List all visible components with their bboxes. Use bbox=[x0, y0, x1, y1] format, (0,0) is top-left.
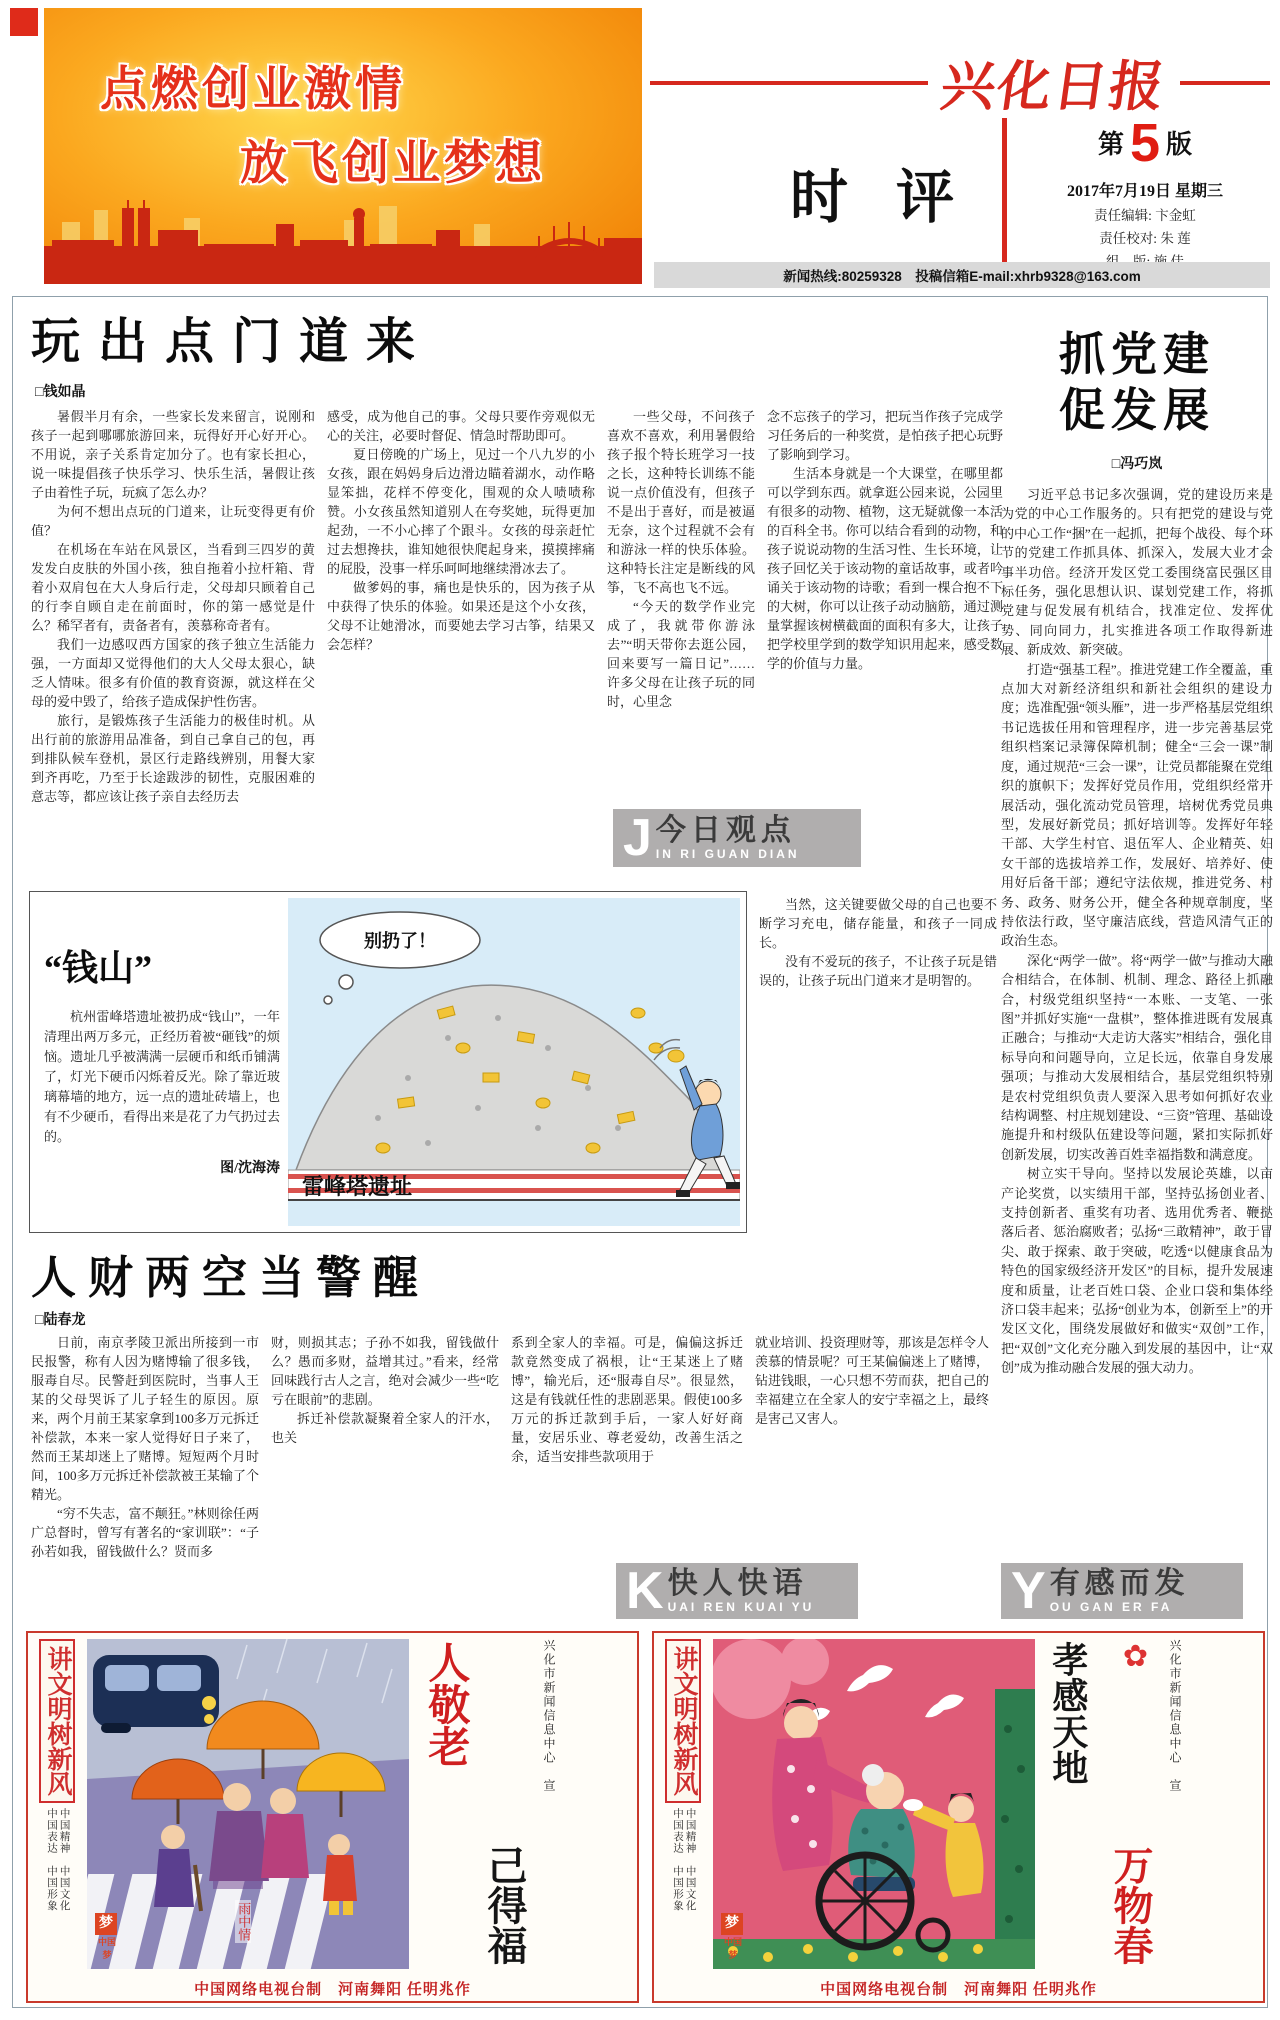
article3-author: □冯巧岚 bbox=[1111, 457, 1163, 472]
china-dream-seal bbox=[95, 1913, 119, 1961]
paragraph: 没有不爱玩的孩子，不让孩子玩是错误的，让孩子玩出门道来才是明智的。 bbox=[759, 954, 997, 988]
article3-title-line1: 抓党建 bbox=[1059, 329, 1215, 380]
poster-title-main: 孝感天地 bbox=[1047, 1641, 1088, 1785]
paragraph: 习近平总书记多次强调，党的建设历来是为党的中心工作服务的。只有把党的建设与党的中心工作“捆”在一起抓，把每个战役、每个环节的党建工作抓具体、抓深入，发展大业才会事半功倍。经济开发区党工委围绕富民强区目标任务，强化思想认识、谋划党建工作，将抓党建与促发展有机结合，找准定位、发挥优势、同向同力，扎实推进各项工作取得新进展、新成效、新突破。 bbox=[1001, 487, 1273, 658]
article2-body bbox=[31, 1333, 989, 1561]
cartoon-credit: 图/沈海涛 bbox=[220, 1161, 280, 1176]
publisher-line: 兴化市新闻信息中心 宣 bbox=[1168, 1639, 1182, 1793]
poster-caption: 中国网络电视台制 河南舞阳 任明兆作 bbox=[820, 1982, 1097, 1998]
seal-caption: 中国梦 bbox=[97, 1937, 116, 1960]
banner-slogan-line2: 放飞创业梦想 bbox=[240, 136, 546, 189]
poster-right-titles bbox=[1042, 1639, 1154, 1995]
badge-reflections bbox=[1001, 1563, 1243, 1619]
badge-chinese: 有感而发 bbox=[1049, 1567, 1190, 1601]
paragraph: 我们一边感叹西方国家的孩子独立生活能力强，一方面却又觉得他们的大人父母太狠心，缺乏人情味。很多有价值的教育资源，就这样在父母的爱中毁了，给孩子造成保护性伤害。 bbox=[31, 637, 315, 709]
badge-pinyin: UAI REN KUAI YU bbox=[667, 1599, 815, 1614]
poster-title-main: 人敬老 bbox=[422, 1641, 469, 1767]
badge-quick-words bbox=[616, 1563, 858, 1619]
editor-line: 责任编辑: 卞金虹 bbox=[1094, 208, 1196, 223]
cartoon-wall-sign: 雷峰塔遗址 bbox=[302, 1174, 413, 1199]
proofreader-line: 责任校对: 朱 莲 bbox=[1099, 231, 1191, 246]
article2-column-2 bbox=[271, 1333, 499, 1561]
paragraph: 感受，成为他自己的事。父母只要作旁观似无心的关注，必要时督促、情急时帮助即可。 bbox=[327, 409, 595, 443]
psa-poster-respect-elderly bbox=[26, 1631, 639, 2003]
paragraph: 生活本身就是一个大课堂，在哪里都可以学到东西。就拿逛公园来说，公园里有很多的动物、植物，这无疑就像一本活的百科全书。你可以结合看到的动物，和孩子说说动物的生活习性、生长环境，让孩子回忆关于该动物的童话故事，或者吟诵关于该动物的诗歌；看到一棵合抱不下的大树，你可以让孩子动动脑筋，通过测量掌握该树横截面的面积有多大，让孩子把学校里学到的数学知识用起来，感受数学的价值与力量。 bbox=[767, 466, 1003, 671]
badge-letter: J bbox=[623, 809, 652, 867]
article2-column-4 bbox=[755, 1333, 989, 1561]
paragraph: 拆迁补偿款凝聚着全家人的汗水，也关 bbox=[271, 1411, 499, 1445]
corner-red-square bbox=[10, 8, 38, 36]
car bbox=[93, 1655, 219, 1733]
paragraph: 树立实干导向。坚持以发展论英雄，以亩产论奖赏，以实绩用干部，坚持弘扬创业者、支持创新者、重奖有功者、选用优秀者、鞭挞落后者、惩治腐败者；弘扬“三敢精神”，敢于冒尖、敢于探索、敢于突破，吃透“以健康食品为特色的国家级经济开发区”的目标，提升发展速度和质量，让老百姓口袋、企业口袋和集体经济口袋丰起来；弘扬“创业为本，创新至上”的开发区文化，围绕发展做好和做实“双创”工作，把“双创”文化充分融入到发展的基因中，让“双创”成为推动融合发展的强大动力。 bbox=[1001, 1166, 1273, 1376]
article1-title: 玩出点门道来 bbox=[31, 314, 434, 369]
flower-ornament-icon: ✿ bbox=[1122, 1640, 1148, 1673]
paragraph: 就业培训、投资理财等，那该是怎样令人羡慕的情景呢？可王某偏偏迷上了赌博，钻进钱眼，一心只想不劳而获，把自己的幸福建立在全家人的安宁幸福之上，最终是害己又害人。 bbox=[755, 1335, 990, 1426]
article3 bbox=[1001, 327, 1273, 1378]
seal-caption: 中国梦 bbox=[723, 1937, 742, 1960]
edition-info bbox=[1022, 112, 1268, 270]
masthead-rule-left bbox=[650, 81, 928, 85]
seal-character: 梦 bbox=[721, 1913, 743, 1935]
cartoon-text-block bbox=[44, 940, 280, 1177]
cartoon-speech-bubble: 别扔了！ bbox=[364, 931, 436, 951]
paper-name: 兴化日报 bbox=[937, 57, 1170, 117]
masthead bbox=[650, 8, 1270, 288]
page-content bbox=[12, 296, 1273, 2008]
section-title: 时评 bbox=[790, 165, 1003, 230]
promo-banner bbox=[44, 8, 642, 284]
civility-banner: 讲文明树新风 bbox=[39, 1639, 75, 1803]
paragraph: 在机场在车站在风景区，当看到三四岁的黄发发白皮肤的外国小孩，独自拖着小拉杆箱、背着小双肩包在大人身后行走，父母却只顾着自己的行李自顾自走在前面时，你的第一感觉是什么？稀罕者有，责备者有，羡慕称奇者有。 bbox=[31, 542, 315, 633]
paragraph: 念不忘孩子的学习，把玩当作孩子完成学习任务后的一种奖赏，是怕孩子把心玩野了影响到学习。 bbox=[767, 409, 1003, 462]
poster-left-strip bbox=[34, 1639, 80, 1995]
article2-column-3 bbox=[511, 1333, 743, 1561]
article1-body bbox=[31, 407, 1003, 806]
poster-right-artwork bbox=[713, 1639, 1035, 1969]
civility-banner: 讲文明树新风 bbox=[665, 1639, 701, 1803]
poster-left-titles bbox=[416, 1639, 528, 1995]
paragraph: 暑假半月有余，一些家长发来留言，说刚和孩子一起到哪哪旅游回来，玩得好开心好开心。不用说，亲子关系肯定加分了。也有家长担心，说一味提倡孩子快乐学习、快乐生活，暑假让孩子由着性子玩，玩疯了怎么办？ bbox=[31, 409, 315, 500]
article2-title: 人财两空当警醒 bbox=[31, 1253, 431, 1303]
paragraph: 一些父母，不问孩子喜欢不喜欢，利用暑假给孩子报个特长班学习一技之长，这种特长训练不能说一点价值没有，但孩子不是出于喜好，而是被逼无奈，这个过程就不会有和游泳一样的快乐体验。这种特长注定是断线的风筝，飞不高也飞不远。 bbox=[607, 409, 755, 595]
badge-today-viewpoint bbox=[613, 809, 861, 867]
paragraph: 系到全家人的幸福。可是，偏偏这拆迁款竟然变成了祸根，让“王某迷上了赌博”，输光后，还“服毒自尽”。很显然，这是有钱就任性的悲剧恶果。假使100多万元的拆迁款到手后，一家人好好商量，安居乐业、尊老爱幼，改善生活之余，适当安排些款项用于 bbox=[511, 1335, 743, 1464]
civility-subtext: 中国精神 中国文化 中国表达 中国形象 bbox=[46, 1808, 70, 1923]
article1-column-2 bbox=[327, 407, 595, 806]
badge-pinyin: IN RI GUAN DIAN bbox=[655, 846, 800, 861]
edition-suffix: 版 bbox=[1166, 130, 1193, 159]
paragraph: 做爹妈的事，痛也是快乐的，因为孩子从中获得了快乐的体验。如果还是这个小女孩，父母不让她滑冰，而要她去学习古筝，结果又会怎样？ bbox=[327, 580, 595, 652]
edition-number-line bbox=[1022, 112, 1268, 174]
badge-chinese: 今日观点 bbox=[655, 814, 796, 848]
article1-column-4 bbox=[767, 407, 1003, 806]
edition-prefix: 第 bbox=[1097, 130, 1124, 159]
civility-subtext: 中国精神 中国文化 中国表达 中国形象 bbox=[672, 1808, 696, 1923]
article2-author: □陆春龙 bbox=[35, 1313, 86, 1328]
publication-date: 2017年7月19日 星期三 bbox=[1066, 183, 1223, 200]
poster-title-secondary: 己得福 bbox=[482, 1845, 527, 1965]
article1-column-3 bbox=[607, 407, 755, 806]
paragraph: 夏日傍晚的广场上，见过一个八九岁的小女孩，跟在妈妈身后边滑边瞄着湖水，动作略显笨拙，花样不停变化，围观的众人啧啧称赞。小女孩虽然知道别人在夸奖她，玩得更加起劲，一不小心摔了个跟斗。女孩的母亲赶忙过去想搀扶，谁知她很快爬起身来，摸摸摔痛的屁股，没事一样乐呵呵地继续滑冰去了。 bbox=[327, 447, 595, 576]
masthead-rule-right bbox=[1180, 81, 1270, 85]
paragraph: 深化“两学一做”。将“两学一做”与推动大融合相结合，在体制、机制、理念、路径上抓融合，村级党组织坚持“一本账、一支笔、一张图”并抓好实施“一盘棋”，整体推进既有发展真正融合；与推动“大走访大落实”相结合，强化目标导向和问题导向，立足长远，依靠自身发展强项；与推动大发展相结合，基层党组织特别是农村党组织负责人要深入思考如何抓好农业结构调整、村庄规划建设、“三资”管理、基础设施提升和村级队伍建设等问题，紧扣实际抓好创新发展，切实改善百姓幸福指数和满意度。 bbox=[1001, 952, 1273, 1162]
artwork-title-seal: 雨中情 bbox=[236, 1902, 252, 1941]
article3-title-line2: 促发展 bbox=[1059, 385, 1215, 436]
wheelchair-family-scene bbox=[713, 1639, 1035, 1969]
cartoon-description: 杭州雷峰塔遗址被扔成“钱山”，一年清理出两万多元，正经历着被“砸钱”的烦恼。遗址几乎被满满一层硬币和纸币铺满了，灯光下硬币闪烁着反光。除了靠近玻璃幕墙的地方，远一点的遗址砖墙上，也有不少硬币，看得出来是花了力气扔过去的。 bbox=[44, 1009, 280, 1144]
paragraph: 日前，南京孝陵卫派出所接到一市民报警，称有人因为赌博输了很多钱，服毒自尽。民警赶到医院时，当事人王某的父母哭诉了儿子轻生的原因。原来，两个月前王某家拿到100多万元拆迁补偿款，本来一家人觉得好日子来了，然而王某却迷上了赌博。短短两个月时间，100多万元拆迁补偿款被王某输了个精光。 bbox=[31, 1335, 259, 1502]
editorial-cartoon bbox=[29, 891, 747, 1233]
badge-letter: K bbox=[626, 1562, 664, 1620]
paragraph: 财，则损其志；子孙不如我，留钱做什么？愚而多财，益增其过。”看来，经常回味践行古人之言，绝对会减少一些“吃亏在眼前”的悲剧。 bbox=[271, 1335, 499, 1407]
article1-author: □钱如晶 bbox=[35, 385, 86, 400]
badge-pinyin: OU GAN ER FA bbox=[1049, 1599, 1173, 1614]
poster-left-artwork bbox=[87, 1639, 409, 1969]
paragraph: 旅行，是锻炼孩子生活能力的极佳时机。从出行前的旅游用品准备，到自己拿自己的包，再到排队候车登机，景区行走路线辨别，用餐大家到齐再吃，乃至于长途跋涉的韧性，克服困难的意志等，都应该让孩子亲自去经历去 bbox=[31, 713, 315, 804]
cartoon-title: “钱山” bbox=[44, 948, 153, 988]
paragraph: “穷不失志，富不颠狂。”林则徐任两广总督时，曾写有著名的“家训联”：“子孙若如我，留钱做什么？贤而多 bbox=[31, 1506, 259, 1559]
china-dream-seal bbox=[721, 1913, 745, 1961]
badge-chinese: 快人快语 bbox=[667, 1567, 808, 1601]
city-skyline-graphic bbox=[44, 200, 642, 284]
paragraph: “今天的数学作业完成了，我就带你游泳去”“明天带你去逛公园，回来要写一篇日记”……许多父母在让孩子玩的同时，心里念 bbox=[607, 599, 755, 709]
psa-poster-filial-piety bbox=[652, 1631, 1265, 2003]
paragraph: 打造“强基工程”。推进党建工作全覆盖，重点加大对新经济组织和新社会组织的建设力度；选准配强“领头雁”，进一步严格基层党组织书记选拔任用和管理程序，进一步完善基层党组织档案记录簿保障机制；健全“三会一课”制度，通过规范“三会一课”，让党员都能聚在党组织的旗帜下；发挥好党员作用，党组织经常开展活动，强化流动党员管理，培树优秀党员典型，发展好新党员；抓好培训等。发挥好年轻干部、大学生村官、退伍军人、企业精英、妇女干部的选拔培养工作，发展好、培养好、使用好后备干部；遵纪守法依规，推进党务、村务、政务、财务公开，健全各种规章制度，坚持依法行政，坚守廉洁底线，营造风清气正的政治生态。 bbox=[1001, 661, 1273, 949]
hotline-bar: 新闻热线:80259328 投稿信箱E-mail:xhrb9328@163.com bbox=[654, 262, 1270, 288]
article1-column-5 bbox=[759, 895, 997, 990]
poster-title-secondary: 万物春 bbox=[1108, 1845, 1153, 1965]
poster-caption: 中国网络电视台制 河南舞阳 任明兆作 bbox=[194, 1982, 471, 1998]
badge-letter: Y bbox=[1011, 1562, 1046, 1620]
paragraph: 当然，这关键要做父母的自己也要不断学习充电，储存能量，和孩子一同成长。 bbox=[759, 897, 997, 950]
article2-column-1 bbox=[31, 1333, 259, 1561]
poster-right-strip bbox=[660, 1639, 706, 1995]
seal-character: 梦 bbox=[95, 1913, 117, 1935]
banner-slogan-line1: 点燃创业激情 bbox=[100, 62, 406, 115]
publisher-line: 兴化市新闻信息中心 宣 bbox=[542, 1639, 556, 1793]
article1-column-1 bbox=[31, 407, 315, 806]
cartoon-drawing bbox=[288, 898, 740, 1226]
edition-number: 5 bbox=[1129, 113, 1161, 173]
paragraph: 为何不想出点玩的门道来，让玩变得更有价值？ bbox=[31, 504, 315, 538]
masthead-divider bbox=[1002, 118, 1007, 262]
